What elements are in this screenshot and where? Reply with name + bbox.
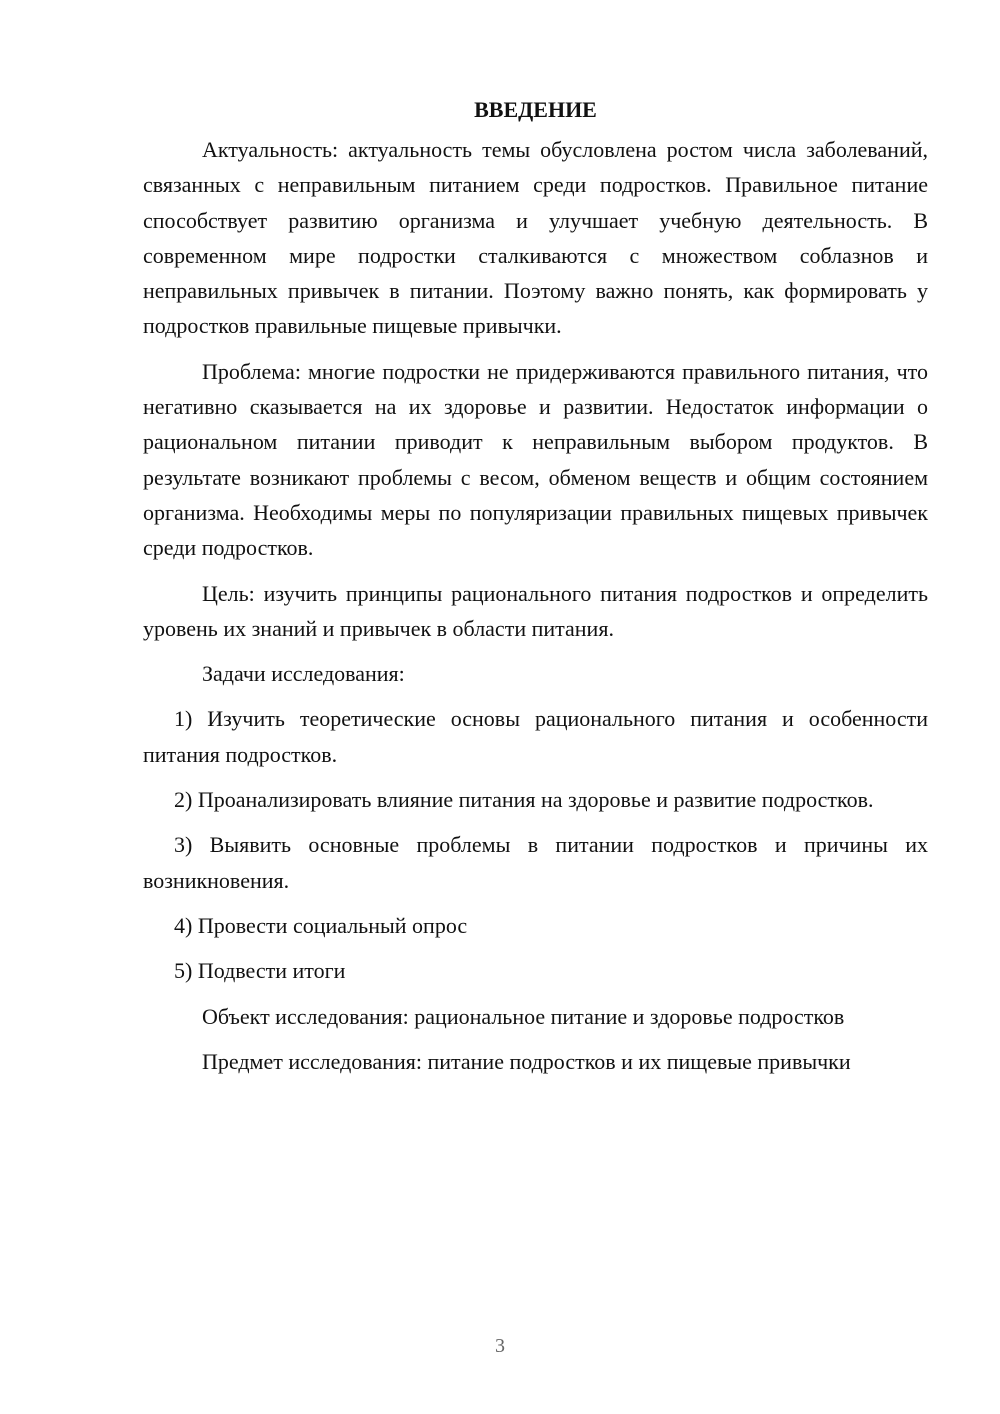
paragraph-object: Объект исследования: рациональное питание и здоровье подростков — [202, 1003, 845, 1029]
paragraph-subject: Предмет исследования: питание подростков и их пищевые привычки — [202, 1048, 851, 1074]
tasks-heading: Задачи исследования: — [202, 661, 405, 687]
task-item-1: 1) Изучить теоретические основы рационального питания и особенности питания подростков. — [143, 706, 928, 767]
paragraph-goal: Цель: изучить принципы рационального питания подростков и определить уровень их знаний и привычек в области питания. — [143, 580, 928, 641]
task-item-5: 5) Подвести итоги — [174, 958, 346, 984]
paragraph-problem: Проблема: многие подростки не придерживаются правильного питания, что негативно сказывается на их здоровье и развитии. Недостаток информации о рациональном питании приводит к неправильным выбором продуктов. В результате возникают проблемы с весом, обменом веществ и общим состоянием организма. Необходимы меры по популяризации правильных пищевых привычек среди подростков. — [143, 358, 928, 561]
page-number: 3 — [495, 1335, 505, 1357]
task-item-2: 2) Проанализировать влияние питания на здоровье и развитие подростков. — [174, 787, 874, 813]
paragraph-relevance: Актуальность: актуальность темы обусловлена ростом числа заболеваний, связанных с неправильным питанием среди подростков. Правильное питание способствует развитию организма и улучшает учебную деятельность. В современном мире подростки сталкиваются с множеством соблазнов и неправильных привычек в питании. Поэтому важно понять, как формировать у подростков правильные пищевые привычки. — [143, 137, 928, 339]
task-item-4: 4) Провести социальный опрос — [174, 912, 468, 938]
page-title: ВВЕДЕНИЕ — [474, 97, 597, 122]
document-page — [143, 95, 928, 1089]
task-item-3: 3) Выявить основные проблемы в питании подростков и причины их возникновения. — [143, 832, 928, 893]
